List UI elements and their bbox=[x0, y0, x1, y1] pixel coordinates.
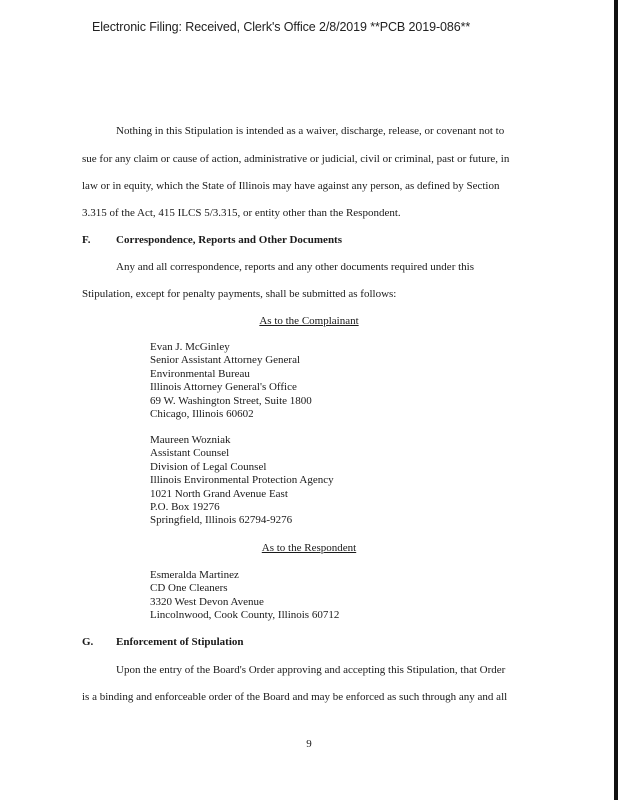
section-g-paragraph-line-2: is a binding and enforceable order of the Board and may be enforced as such through any and all bbox=[82, 691, 508, 703]
section-g-title: Enforcement of Stipulation bbox=[116, 636, 244, 648]
address-line: Lincolnwood, Cook County, Illinois 60712 bbox=[150, 609, 340, 622]
address-line: Division of Legal Counsel bbox=[150, 460, 267, 473]
address-line: Assistant Counsel bbox=[150, 447, 230, 460]
address-block-martinez bbox=[150, 569, 339, 623]
address-line: Illinois Attorney General's Office bbox=[150, 381, 297, 394]
address-line: Evan J. McGinley bbox=[150, 341, 230, 353]
address-line: 3320 West Devon Avenue bbox=[150, 595, 264, 608]
section-g-paragraph-line-1: Upon the entry of the Board's Order approving and accepting this Stipulation, that Order bbox=[116, 664, 506, 676]
section-f-letter: F. bbox=[82, 234, 91, 246]
address-block-wozniak bbox=[150, 434, 334, 528]
section-f-paragraph-line-1: Any and all correspondence, reports and any other documents required under this bbox=[116, 261, 474, 273]
page-number: 9 bbox=[306, 738, 312, 750]
paragraph-nothing-line-3: law or in equity, which the State of Illinois may have against any person, as defined by Section bbox=[82, 180, 500, 192]
right-scan-edge bbox=[614, 0, 618, 800]
address-line: Esmeralda Martinez bbox=[150, 569, 239, 581]
address-line: Senior Assistant Attorney General bbox=[150, 354, 301, 367]
section-f-paragraph-line-2: Stipulation, except for penalty payments, shall be submitted as follows: bbox=[82, 288, 397, 300]
paragraph-nothing-line-4: 3.315 of the Act, 415 ILCS 5/3.315, or entity other than the Respondent. bbox=[82, 207, 401, 219]
filing-header: Electronic Filing: Received, Clerk's Office 2/8/2019 **PCB 2019-086** bbox=[92, 20, 471, 34]
address-line: P.O. Box 19276 bbox=[150, 501, 220, 514]
address-line: Springfield, Illinois 62794-9276 bbox=[150, 514, 293, 527]
address-line: CD One Cleaners bbox=[150, 582, 228, 595]
paragraph-nothing-line-1: Nothing in this Stipulation is intended as a waiver, discharge, release, or covenant not to bbox=[116, 125, 505, 137]
section-f-title: Correspondence, Reports and Other Documents bbox=[116, 234, 342, 246]
respondent-heading: As to the Respondent bbox=[261, 542, 357, 554]
address-line: Environmental Bureau bbox=[150, 367, 250, 380]
address-line: Maureen Wozniak bbox=[150, 434, 231, 446]
address-block-mcginley bbox=[150, 341, 312, 421]
address-line: 1021 North Grand Avenue East bbox=[150, 487, 288, 500]
section-g-letter: G. bbox=[82, 636, 94, 648]
address-line: Illinois Environmental Protection Agency bbox=[150, 474, 334, 487]
paragraph-nothing-line-2: sue for any claim or cause of action, administrative or judicial, civil or criminal, past or future, in bbox=[82, 153, 510, 165]
address-line: 69 W. Washington Street, Suite 1800 bbox=[150, 394, 312, 407]
complainant-heading: As to the Complainant bbox=[259, 315, 359, 327]
address-line: Chicago, Illinois 60602 bbox=[150, 408, 254, 421]
